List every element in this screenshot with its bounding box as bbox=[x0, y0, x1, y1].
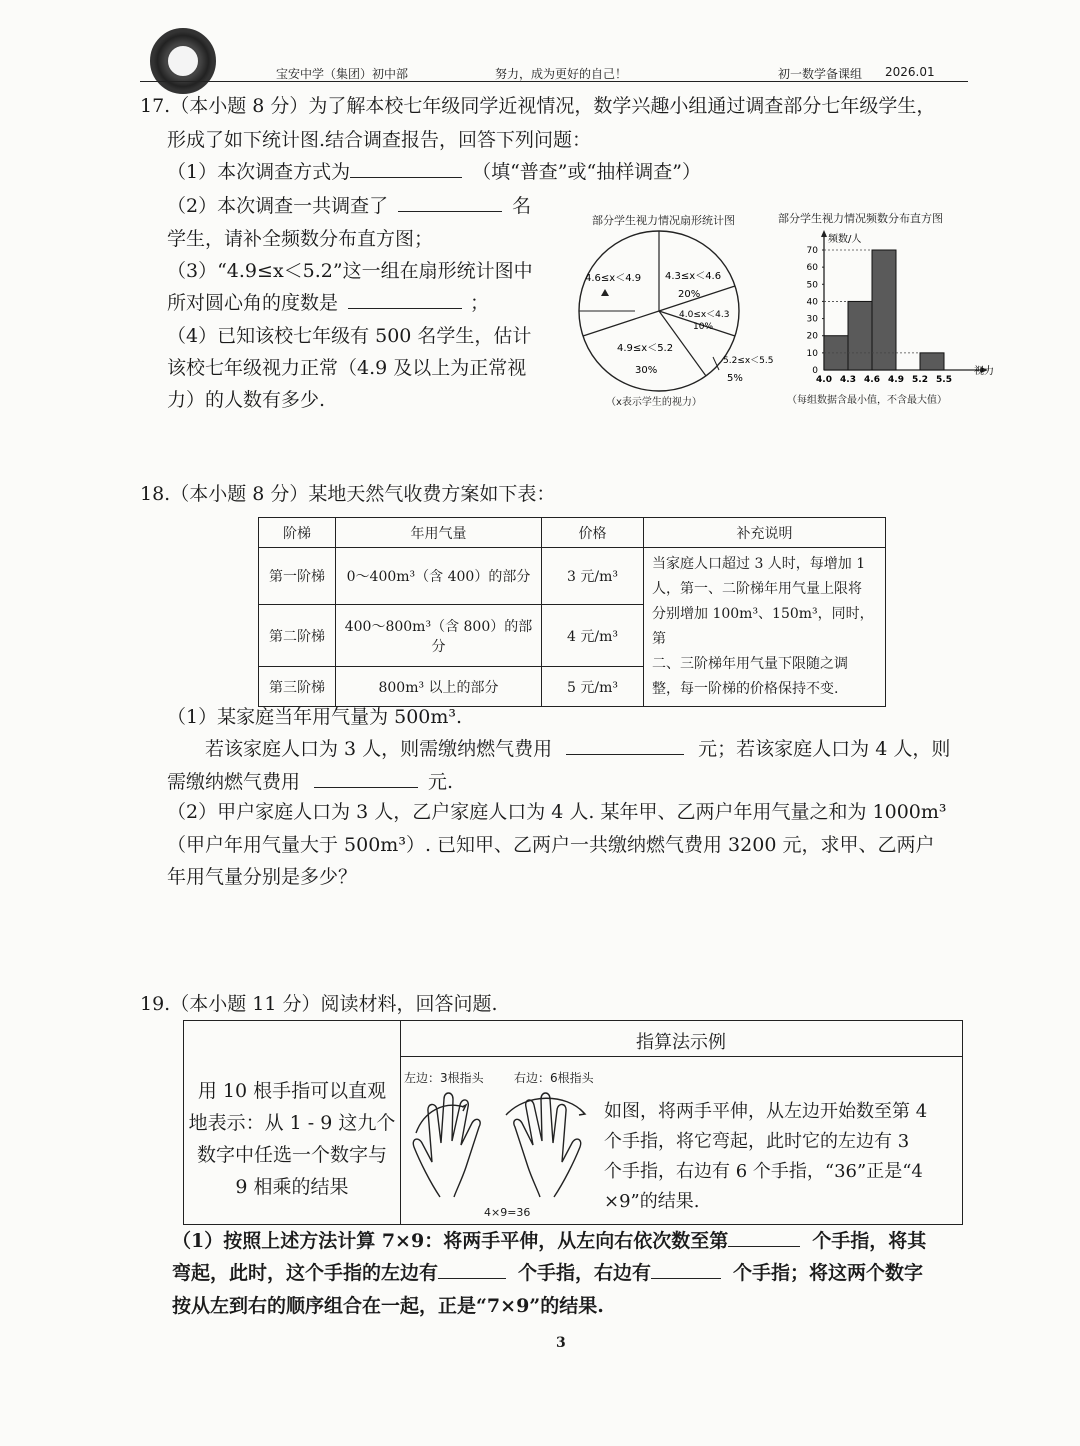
page-number: 3 bbox=[556, 1335, 566, 1351]
th-range: 年用气量 bbox=[336, 518, 542, 548]
desc-line: 如图，将两手平伸，从左边开始数至第 4 bbox=[604, 1101, 928, 1122]
q19-p1-text2: 弯起，此时，这个手指的左边有 bbox=[172, 1262, 439, 1284]
example-title: 指算法示例 bbox=[636, 1032, 726, 1053]
note-line: 二、三阶梯年用气量下限随之调 bbox=[652, 656, 848, 672]
note-line: 分别增加 100m³、150m³，同时，第 bbox=[652, 606, 874, 647]
q18-p1-line2 bbox=[205, 740, 950, 759]
box-title-rule bbox=[400, 1056, 962, 1057]
q17-p4-line1: （4）已知该校七年级有 500 名学生，估计 bbox=[167, 325, 532, 347]
header-school: 宝安中学（集团）初中部 bbox=[276, 67, 409, 81]
q17-part3 bbox=[167, 294, 489, 313]
left-line: 9 相乘的结果 bbox=[235, 1176, 349, 1198]
q17-part1 bbox=[167, 163, 701, 182]
q19-blank-position[interactable] bbox=[728, 1246, 800, 1247]
hands-icon bbox=[406, 1087, 602, 1203]
pie-label-1: 4.3≤x＜4.6 bbox=[665, 271, 722, 282]
left-line: 数字中任选一个数字与 bbox=[196, 1144, 387, 1166]
histogram-bar bbox=[848, 301, 872, 370]
pie-label-4: 4.9≤x＜5.2 bbox=[617, 343, 674, 354]
y-tick-label: 70 bbox=[806, 246, 818, 256]
q19-p1-mid: 个手指，将其 bbox=[812, 1230, 927, 1252]
th-note: 补充说明 bbox=[644, 518, 886, 548]
q19-p1-line1 bbox=[172, 1232, 926, 1251]
q19-p1-line2 bbox=[172, 1264, 923, 1283]
th-tier: 阶梯 bbox=[259, 518, 336, 548]
q17-p3-line1: （3）“4.9≤x＜5.2”这一组在扇形统计图中 bbox=[167, 260, 533, 282]
q17-p4-line2: 该校七年级视力正常（4.9 及以上为正常视 bbox=[167, 357, 527, 379]
histogram-chart bbox=[780, 228, 994, 398]
hist-caption: （每组数据含最小值，不含最大值） bbox=[787, 395, 947, 406]
price-1: 3 元/m³ bbox=[542, 548, 644, 605]
range-2: 400～800m³（含 800）的部分 bbox=[336, 605, 542, 667]
y-tick-label: 0 bbox=[812, 366, 818, 376]
q17-p2-text: （2）本次调查一共调查了 bbox=[167, 195, 389, 217]
note-line: 人，第一、二阶梯年用气量上限将 bbox=[652, 581, 862, 597]
price-2: 4 元/m³ bbox=[542, 605, 644, 667]
q18-blank-fee3[interactable] bbox=[566, 754, 684, 755]
q17-p2-line2: 学生，请补全频数分布直方图； bbox=[167, 228, 434, 250]
x-tick-label: 4.9 bbox=[888, 375, 904, 385]
note-line: 当家庭人口超过 3 人时，每增加 1 bbox=[652, 556, 866, 572]
pie-pct-3: 5% bbox=[727, 373, 743, 384]
x-tick-label: 5.2 bbox=[912, 375, 928, 385]
note-cell bbox=[644, 548, 886, 707]
q17-line1: 17.（本小题 8 分）为了解本校七年级同学近视情况，数学兴趣小组通过调查部分七年级学生， bbox=[140, 95, 936, 117]
y-tick-label: 50 bbox=[806, 280, 818, 291]
th-price: 价格 bbox=[542, 518, 644, 548]
range-1: 0～400m³（含 400）的部分 bbox=[336, 548, 542, 605]
gas-price-table bbox=[258, 517, 886, 707]
q19-p1-line3: 按从左到右的顺序组合在一起，正是“7×9”的结果. bbox=[172, 1295, 604, 1317]
x-axis-label: 视力 bbox=[974, 366, 994, 377]
tier-3: 第三阶梯 bbox=[259, 667, 336, 707]
q17-blank-method[interactable] bbox=[350, 177, 462, 178]
desc-line: 个手指，将它弯起，此时它的左边有 3 bbox=[604, 1131, 910, 1152]
q17-p1-text: （1）本次调查方式为 bbox=[167, 161, 351, 183]
q19-blank-right[interactable] bbox=[651, 1278, 721, 1279]
hist-title: 部分学生视力情况频数分布直方图 bbox=[778, 212, 943, 225]
tier-2: 第二阶梯 bbox=[259, 605, 336, 667]
q17-p4-line3: 力）的人数有多少. bbox=[167, 389, 326, 411]
q17-p3-text: 所对圆心角的度数是 bbox=[167, 292, 339, 314]
seal-inner bbox=[166, 44, 200, 78]
header-group: 初一数学备课组 bbox=[778, 67, 863, 81]
y-axis-label: 频数/人 bbox=[828, 234, 862, 245]
histogram-bar bbox=[872, 250, 896, 370]
x-tick-label: 4.6 bbox=[864, 375, 880, 385]
q18-blank-fee4[interactable] bbox=[314, 787, 418, 788]
q18-title: 18.（本小题 8 分）某地天然气收费方案如下表： bbox=[140, 483, 556, 505]
price-3: 5 元/m³ bbox=[542, 667, 644, 707]
left-line: 用 10 根手指可以直观 bbox=[197, 1080, 387, 1102]
pie-title: 部分学生视力情况扇形统计图 bbox=[592, 214, 735, 227]
q18-p1-text: 若该家庭人口为 3 人，则需缴纳燃气费用 bbox=[205, 738, 553, 760]
example-desc bbox=[604, 1097, 927, 1217]
y-tick-label: 40 bbox=[806, 297, 818, 308]
pie-label-2: 4.0≤x＜4.3 bbox=[679, 310, 730, 320]
q19-p1-text: （1）按照上述方法计算 7×9：将两手平伸，从左向右依次数至第 bbox=[172, 1230, 729, 1252]
x-tick-label: 5.5 bbox=[936, 375, 952, 385]
q19-p1-mid2: 个手指，右边有 bbox=[518, 1262, 652, 1284]
left-hand-label: 左边：3根指头 bbox=[404, 1071, 484, 1085]
q18-p2-line1: （2）甲户家庭人口为 3 人，乙户家庭人口为 4 人. 某年甲、乙两户年用气量之和为 1000m³ bbox=[167, 801, 947, 823]
y-tick-label: 30 bbox=[806, 314, 818, 325]
tier-1: 第一阶梯 bbox=[259, 548, 336, 605]
desc-line: 个手指，右边有 6 个手指，“36”正是“4 bbox=[604, 1161, 923, 1182]
q18-p2-line2: （甲户年用气量大于 500m³）. 已知甲、乙两户一共缴纳燃气费用 3200 元，求甲、乙两户 bbox=[167, 834, 935, 856]
q17-p3-end: ； bbox=[470, 292, 490, 314]
pie-marker-icon bbox=[601, 289, 609, 296]
q17-p1-hint: （填“普查”或“抽样调查”） bbox=[472, 161, 701, 183]
x-tick-label: 4.3 bbox=[840, 375, 856, 385]
pie-label-5: 4.6≤x＜4.9 bbox=[585, 273, 642, 284]
y-tick-label: 20 bbox=[806, 331, 818, 342]
q19-title: 19.（本小题 11 分）阅读材料，回答问题. bbox=[140, 993, 498, 1015]
q18-p2-line3: 年用气量分别是多少？ bbox=[167, 866, 358, 888]
right-hand-label: 右边：6根指头 bbox=[514, 1071, 594, 1085]
x-tick-label: 4.0 bbox=[816, 375, 832, 385]
q18-p1-mid: 元；若该家庭人口为 4 人，则 bbox=[698, 738, 951, 760]
header-date: 2026.01 bbox=[885, 65, 935, 79]
y-axis-arrow-icon bbox=[821, 230, 827, 237]
q17-blank-angle[interactable] bbox=[348, 308, 462, 309]
histogram-bar bbox=[920, 353, 944, 370]
formula: 4×9=36 bbox=[484, 1206, 531, 1219]
note-line: 整，每一阶梯的价格保持不变. bbox=[652, 681, 839, 697]
left-line: 地表示：从 1 - 9 这九个 bbox=[188, 1112, 396, 1134]
y-tick-label: 10 bbox=[806, 348, 818, 359]
pie-pct-2: 10% bbox=[693, 322, 714, 332]
q18-p1-line3 bbox=[167, 773, 453, 792]
q18-p1-text2: 需缴纳燃气费用 bbox=[167, 771, 301, 793]
q19-blank-left[interactable] bbox=[438, 1278, 506, 1279]
pie-edge-d bbox=[583, 311, 659, 336]
q17-blank-count[interactable] bbox=[398, 211, 502, 212]
q17-p2-unit: 名 bbox=[512, 195, 532, 217]
pie-caption: （x表示学生的视力） bbox=[606, 397, 702, 408]
q18-p1-line1: （1）某家庭当年用气量为 500m³. bbox=[167, 706, 463, 728]
q17-line2: 形成了如下统计图.结合调查报告，回答下列问题： bbox=[167, 129, 592, 151]
pie-label-3: 5.2≤x＜5.5 bbox=[723, 356, 774, 366]
q19-p1-end: 个手指；将这两个数字 bbox=[733, 1262, 924, 1284]
pie-pct-1: 20% bbox=[678, 289, 701, 300]
range-3: 800m³ 以上的部分 bbox=[336, 667, 542, 707]
pie-chart bbox=[565, 225, 795, 415]
q18-p1-end: 元. bbox=[428, 771, 454, 793]
header-motto: 努力，成为更好的自己！ bbox=[495, 67, 628, 81]
pie-pct-4: 30% bbox=[635, 365, 658, 376]
q17-part2 bbox=[167, 197, 531, 216]
finger-method-box bbox=[183, 1020, 963, 1225]
left-text bbox=[184, 1075, 400, 1203]
y-tick-label: 60 bbox=[806, 263, 818, 274]
desc-line: ×9”的结果. bbox=[604, 1191, 700, 1212]
